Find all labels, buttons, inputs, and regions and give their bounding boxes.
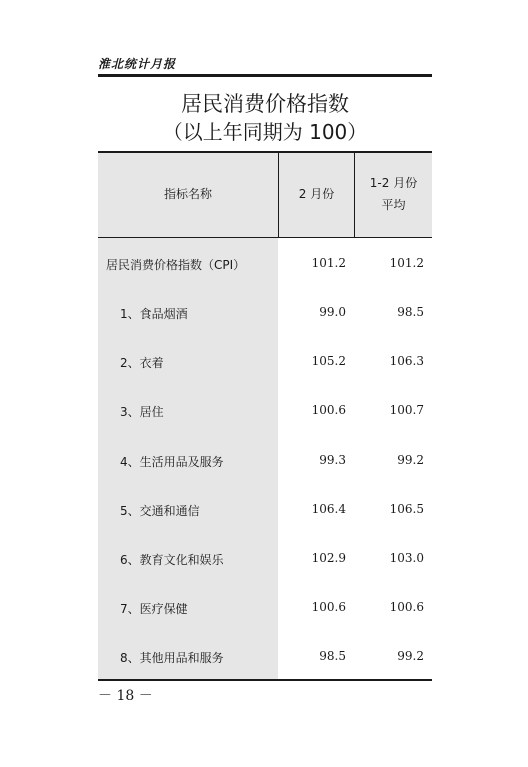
- header-rule: [98, 74, 432, 77]
- column-header-month-label: 2 月份: [298, 187, 335, 201]
- column-header-average: [355, 151, 432, 237]
- table-row: [98, 252, 432, 276]
- table-row: [98, 645, 432, 669]
- table-row: [98, 498, 432, 522]
- row-name: 4、生活用品及服务: [120, 455, 224, 469]
- row-average-value: 103.0: [389, 551, 424, 565]
- row-average-value: 106.3: [389, 354, 424, 368]
- table-title: 居民消费价格指数: [181, 92, 349, 116]
- row-month-value: 106.4: [311, 502, 346, 516]
- column-header-average-line2: 平均: [381, 198, 406, 212]
- column-header-name-label: 指标名称: [163, 187, 212, 201]
- row-name: 5、交通和通信: [120, 504, 200, 518]
- row-name: 7、医疗保健: [120, 602, 188, 616]
- row-month-value: 99.3: [319, 453, 346, 467]
- table-bottom-rule: [98, 679, 432, 681]
- page-number: － 18 －: [98, 688, 153, 704]
- row-average-value: 98.5: [397, 305, 424, 319]
- row-average-value: 106.5: [389, 502, 424, 516]
- table-row: [98, 301, 432, 325]
- row-average-value: 101.2: [389, 256, 424, 270]
- row-average-value: 99.2: [397, 453, 424, 467]
- table-header-rule: [98, 237, 432, 238]
- row-average-value: 100.7: [389, 403, 424, 417]
- row-name: 3、居住: [120, 405, 164, 419]
- row-month-value: 100.6: [311, 600, 346, 614]
- table-row: [98, 399, 432, 423]
- column-header-month: [279, 151, 354, 237]
- table-row: [98, 449, 432, 473]
- column-header-name: [98, 151, 278, 237]
- cpi-table: [98, 151, 432, 681]
- publication-title: 淮北统计月报: [98, 57, 177, 71]
- row-name: 2、衣着: [120, 356, 164, 370]
- row-name: 6、教育文化和娱乐: [120, 553, 224, 567]
- table-row: [98, 350, 432, 374]
- row-month-value: 100.6: [311, 403, 346, 417]
- row-name: 8、其他用品和服务: [120, 651, 224, 665]
- row-average-value: 99.2: [397, 649, 424, 663]
- row-month-value: 98.5: [319, 649, 346, 663]
- column-header-average-line1: 1-2 月份: [369, 176, 418, 190]
- table-subtitle: （以上年同期为 100）: [162, 120, 368, 144]
- row-month-value: 101.2: [311, 256, 346, 270]
- table-row: [98, 596, 432, 620]
- row-month-value: 102.9: [311, 551, 346, 565]
- row-name: 居民消费价格指数（CPI）: [106, 258, 246, 272]
- row-month-value: 99.0: [319, 305, 346, 319]
- row-month-value: 105.2: [311, 354, 346, 368]
- table-row: [98, 547, 432, 571]
- row-name: 1、食品烟酒: [120, 307, 188, 321]
- row-average-value: 100.6: [389, 600, 424, 614]
